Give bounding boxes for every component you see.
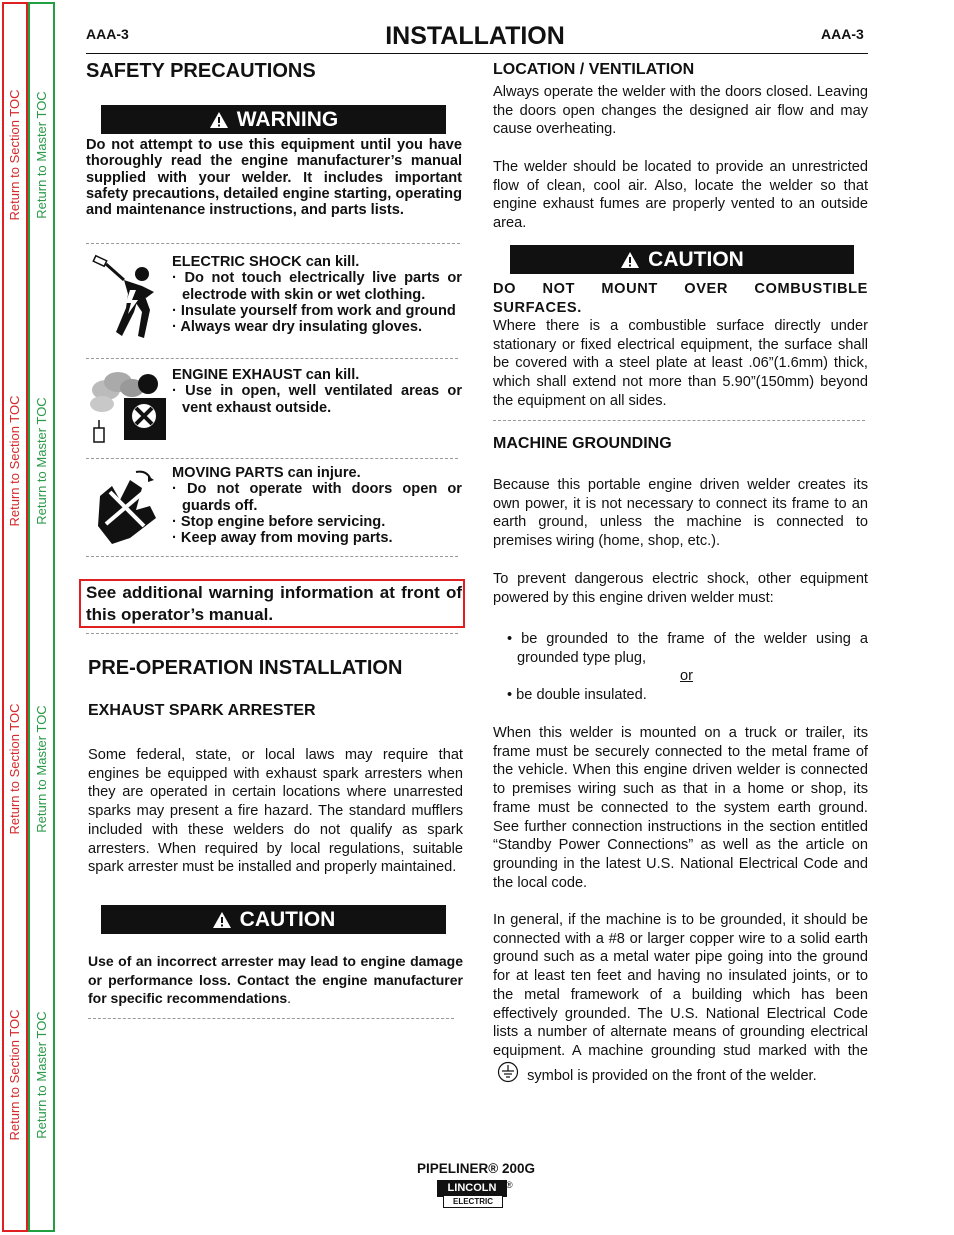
caution-label: CAUTION [239, 907, 336, 931]
location-paragraph-2: The welder should be located to provide an unrestricted flow of clean, cool air. Also, locate the welder so that engine exhaust fumes are properly vented to an outside area. [493, 159, 868, 232]
logo-bottom: ELECTRIC [443, 1195, 503, 1208]
do-not-mount-text: DO NOT MOUNT OVER COMBUSTIBLE SURFACES. [493, 281, 868, 316]
machine-grounding-heading: MACHINE GROUNDING [493, 435, 672, 452]
hazard-item: · Keep away from moving parts. [172, 530, 393, 547]
hazard-item: · Do not touch electrically live parts or electrode with skin or wet clothing. [172, 270, 462, 303]
return-to-section-toc-link[interactable]: Return to Section TOC [7, 89, 22, 221]
divider [86, 243, 460, 244]
grounding-bullet-1: • be grounded to the frame of the welder using a grounded type plug, [507, 631, 868, 666]
divider [86, 458, 458, 459]
header-rule [86, 53, 868, 54]
grounding-paragraph-3: When this welder is mounted on a truck or trailer, its frame must be securely connected to the metal frame of the vehicle. When this engine driven welder is connected to premises wiring such as that in a home or shop, its frame must be connected to the system earth ground. See further connection instructions in the section entitled “Standby Power Connections” as well as the article on grounding in the latest U.S. National Electrical Code and the local code. [493, 725, 868, 891]
page-title: INSTALLATION [385, 22, 565, 50]
divider [88, 1018, 454, 1019]
warning-triangle-icon [212, 911, 232, 929]
warning-label: WARNING [236, 107, 339, 131]
moving-parts-icon [90, 466, 162, 546]
divider [86, 633, 458, 634]
engine-exhaust-icon [84, 368, 170, 450]
divider [86, 358, 458, 359]
hazard-item: · Do not operate with doors open or guards off. [172, 481, 462, 514]
grounding-paragraph-2: To prevent dangerous electric shock, other equipment powered by this engine driven welder must: [493, 571, 868, 606]
warning-triangle-icon [620, 251, 640, 269]
return-to-master-toc-link[interactable]: Return to Master TOC [34, 397, 49, 525]
logo-registered-mark: ® [506, 1180, 513, 1190]
grounding-bullet-2: • be double insulated. [507, 687, 647, 703]
hazard-item: · Stop engine before servicing. [172, 513, 386, 530]
electric-shock-icon [84, 252, 166, 342]
location-ventilation-heading: LOCATION / VENTILATION [493, 61, 695, 78]
hazard-item: · Insulate yourself from work and ground [172, 302, 456, 319]
warning-text: Do not attempt to use this equipment until you have thoroughly read the engine manufacturer’s manual supplied with your welder. It includes important safety precautions, detailed engine starting, operating and maintenance instructions, and parts lists. [86, 137, 462, 219]
grounding-paragraph-1: Because this portable engine driven welder creates its own power, it is not necessary to connect its frame to an earth ground, unless the machine is connected to premises wiring (home, shop, etc.). [493, 477, 868, 550]
return-to-master-toc-link[interactable]: Return to Master TOC [34, 705, 49, 833]
exhaust-spark-arrester-heading: EXHAUST SPARK ARRESTER [88, 702, 316, 719]
hazard-item: · Use in open, well ventilated areas or vent exhaust outside. [172, 383, 462, 416]
return-to-master-toc-link[interactable]: Return to Master TOC [34, 1011, 49, 1139]
hazard-title: ENGINE EXHAUST can kill. [172, 367, 360, 383]
spark-arrester-body: Some federal, state, or local laws may require that engines be equipped with exhaust spark arresters when they are operated in certain locations where unarrested sparks may present a fire hazard. The standard mufflers included with these welders do not qualify as spark arresters. When required by local regulations, suitable spark arrester must be installed and properly maintained. [88, 747, 463, 876]
ground-symbol-icon [493, 1061, 523, 1077]
electric-shock-hazard [172, 254, 462, 335]
caution-banner [101, 905, 446, 934]
grounding-paragraph-4: In general, if the machine is to be grounded, it should be connected with a #8 or larger copper wire to a solid earth ground such as a metal water pipe going into the ground for at least ten feet and having no insulated joints, or to the metal framework of a building which has been effectively grounded. The U.S. National Electrical Code lists a number of alternate means of grounding electrical equipment. A machine grounding stud marked with the symbol is provided on the front of the welder. [493, 912, 868, 1084]
lincoln-electric-logo [437, 1180, 513, 1208]
return-to-section-toc-link[interactable]: Return to Section TOC [7, 395, 22, 527]
caution-banner [510, 245, 854, 274]
moving-parts-hazard [172, 465, 462, 546]
warning-banner [101, 105, 446, 134]
safety-precautions-heading: SAFETY PRECAUTIONS [86, 60, 316, 82]
hazard-title: MOVING PARTS can injure. [172, 465, 361, 481]
pre-operation-heading: PRE-OPERATION INSTALLATION [88, 657, 403, 679]
return-to-master-toc-link[interactable]: Return to Master TOC [34, 91, 49, 219]
location-paragraph-1: Always operate the welder with the doors closed. Leaving the doors open changes the designed air flow and may cause overheating. [493, 84, 868, 138]
page-code-right: AAA-3 [821, 26, 864, 42]
divider [86, 556, 458, 557]
product-name: PIPELINER® 200G [417, 1161, 535, 1176]
return-to-section-toc-link[interactable]: Return to Section TOC [7, 1009, 22, 1141]
or-connector: or [680, 668, 693, 684]
hazard-title: ELECTRIC SHOCK can kill. [172, 254, 360, 270]
logo-top: LINCOLN [437, 1180, 507, 1197]
return-to-section-toc-link[interactable]: Return to Section TOC [7, 703, 22, 835]
see-additional-warning-text: See additional warning information at front of this operator’s manual. [86, 583, 462, 624]
warning-triangle-icon [209, 111, 229, 129]
divider [493, 420, 865, 421]
engine-exhaust-hazard [172, 367, 462, 416]
caution-label: CAUTION [648, 247, 744, 271]
page-code-left: AAA-3 [86, 26, 129, 42]
combustible-surface-text: Where there is a combustible surface directly under stationary or fixed electrical equipment, the surface shall be covered with a steel plate at least .06”(1.6mm) thick, which shall extend not more than 5.90”(150mm) beyond the equipment on all sides. [493, 318, 868, 409]
arrester-caution-text: Use of an incorrect arrester may lead to engine damage or performance loss. Contact the engine manufacturer for specific recommendations. [88, 953, 463, 1006]
hazard-item: · Always wear dry insulating gloves. [172, 319, 423, 336]
